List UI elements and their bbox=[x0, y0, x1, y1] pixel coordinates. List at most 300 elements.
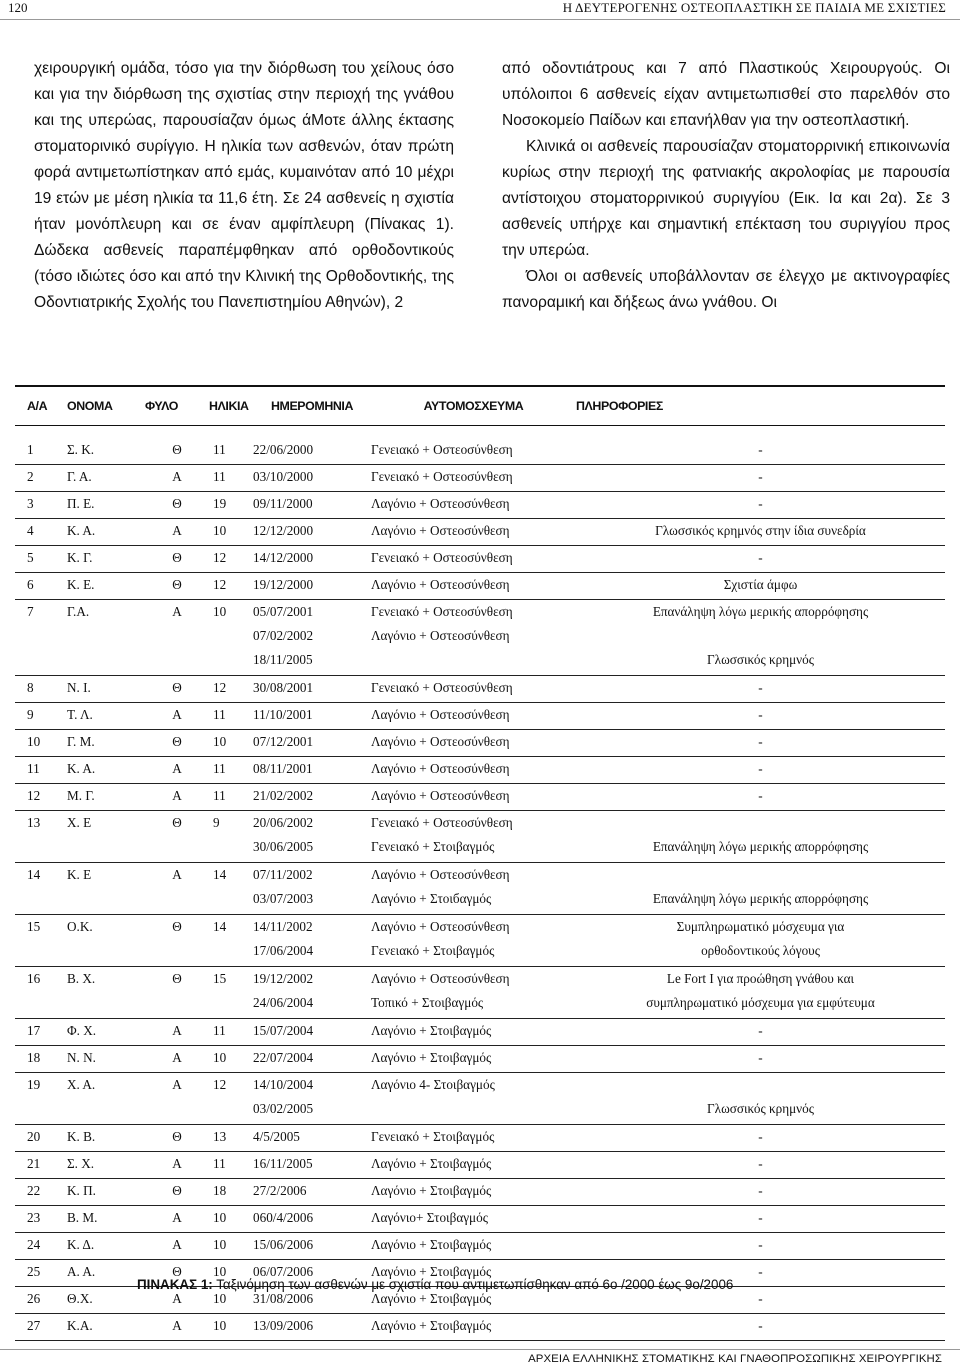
cell-name: Ν. Ν. bbox=[67, 1046, 145, 1073]
cell-name: Β. Μ. bbox=[67, 1206, 145, 1233]
cell-sex: Θ bbox=[145, 1260, 209, 1287]
cell-no: 27 bbox=[15, 1314, 67, 1341]
cell-date-line: 31/08/2006 bbox=[253, 1291, 314, 1306]
header-graft: ΑΥΤΟΜΟΣΧΕΥΜΑ bbox=[371, 386, 576, 426]
cell-graft-line: Λαγόνιο + Οστεοσύνθεση bbox=[371, 788, 510, 803]
cell-graft-line: Λαγόνιο + Στοιβαγμός bbox=[371, 1156, 492, 1171]
header-info: ΠΛΗΡΟΦΟΡΙΕΣ bbox=[576, 386, 945, 426]
table-row bbox=[15, 784, 945, 811]
cell-age: 10 bbox=[209, 1260, 253, 1287]
cell-age: 14 bbox=[209, 915, 253, 967]
cell-no: 26 bbox=[15, 1287, 67, 1314]
cell-graft-line: Λαγόνιο+ Στοιβαγμός bbox=[371, 1210, 488, 1225]
cell-age: 11 bbox=[209, 438, 253, 465]
cell-graft-line: Γενειακό + Οστεοσύνθεση bbox=[371, 604, 513, 619]
cell-date bbox=[253, 784, 371, 811]
table-row bbox=[15, 465, 945, 492]
cell-graft-line bbox=[371, 1100, 576, 1124]
cell-date bbox=[253, 863, 371, 915]
cell-no: 21 bbox=[15, 1152, 67, 1179]
running-title: Η ΔΕΥΤΕΡΟΓΕΝΗΣ ΟΣΤΕΟΠΛΑΣΤΙΚΗ ΣΕ ΠΑΙΔΙΑ ΜΕ ΣΧΙΣΤΙΕΣ bbox=[562, 0, 946, 15]
cell-no: 8 bbox=[15, 676, 67, 703]
cell-sex: Θ bbox=[145, 438, 209, 465]
table-row bbox=[15, 730, 945, 757]
cell-info-line: - bbox=[758, 1183, 763, 1198]
cell-sex: Α bbox=[145, 519, 209, 546]
table-row bbox=[15, 757, 945, 784]
patients-table bbox=[15, 385, 945, 1341]
cell-age: 12 bbox=[209, 573, 253, 600]
cell-date-line: 4/5/2005 bbox=[253, 1129, 300, 1144]
cell-age: 9 bbox=[209, 811, 253, 863]
table-row bbox=[15, 1233, 945, 1260]
cell-age: 18 bbox=[209, 1179, 253, 1206]
cell-date bbox=[253, 1314, 371, 1341]
cell-sex: Α bbox=[145, 1314, 209, 1341]
cell-date-line: 17/06/2004 bbox=[253, 943, 314, 958]
table-row bbox=[15, 863, 945, 915]
cell-graft-line: Λαγόνιο + Οστεοσύνθεση bbox=[371, 523, 510, 538]
cell-graft-line: Γενειακό + Οστεοσύνθεση bbox=[371, 815, 513, 830]
cell-info bbox=[576, 492, 945, 519]
cell-info bbox=[576, 1152, 945, 1179]
cell-info bbox=[576, 730, 945, 757]
cell-info-line: Επανάληψη λόγω μερικής απορρόφησης bbox=[652, 891, 869, 906]
cell-graft bbox=[371, 757, 576, 784]
cell-graft bbox=[371, 703, 576, 730]
cell-info bbox=[576, 811, 945, 863]
table-row bbox=[15, 573, 945, 600]
cell-date bbox=[253, 1073, 371, 1125]
cell-info-line: - bbox=[758, 1129, 763, 1144]
cell-info-line: - bbox=[758, 1264, 763, 1279]
cell-no: 2 bbox=[15, 465, 67, 492]
cell-info-line bbox=[576, 627, 945, 651]
table-row bbox=[15, 703, 945, 730]
table-row bbox=[15, 546, 945, 573]
cell-date-line: 16/11/2005 bbox=[253, 1156, 313, 1171]
cell-no: 3 bbox=[15, 492, 67, 519]
cell-graft-line: Γενειακό + Οστεοσύνθεση bbox=[371, 442, 513, 457]
cell-graft bbox=[371, 546, 576, 573]
table-caption bbox=[137, 1277, 733, 1292]
cell-info-line: Συμπληρωματικό μόσχευμα για bbox=[676, 919, 845, 934]
cell-date-line: 20/06/2002 bbox=[253, 815, 314, 830]
cell-info-line: - bbox=[758, 680, 763, 695]
right-paragraph-3: Όλοι οι ασθενείς υποβάλλονταν σε έλεγχο με ακτινογραφίες πανοραμική και δήξεως άνω γνάθου. Οι bbox=[502, 268, 950, 311]
table-row bbox=[15, 811, 945, 863]
cell-sex: Θ bbox=[145, 967, 209, 1019]
cell-date bbox=[253, 1019, 371, 1046]
right-text-column bbox=[502, 56, 950, 316]
cell-info-line bbox=[576, 1076, 945, 1100]
cell-info-line bbox=[576, 814, 945, 838]
right-paragraph-1: από οδοντιάτρους και 7 από Πλαστικούς Χειρουργούς. Οι υπόλοιποι 6 ασθενείς είχαν αντιμετωπισθεί στο παρελθόν στο Νοσοκομείο Παίδων και επανήλθαν για την οστεοπλαστική. bbox=[502, 60, 950, 129]
cell-name: Κ. Ε bbox=[67, 863, 145, 915]
cell-graft bbox=[371, 915, 576, 967]
cell-info-line: συμπληρωματικό μόσχευμα για εμφύτευμα bbox=[646, 995, 875, 1010]
table-row bbox=[15, 1046, 945, 1073]
cell-info bbox=[576, 1073, 945, 1125]
cell-graft bbox=[371, 1179, 576, 1206]
cell-graft bbox=[371, 1073, 576, 1125]
cell-no: 16 bbox=[15, 967, 67, 1019]
cell-sex: Θ bbox=[145, 546, 209, 573]
cell-date bbox=[253, 967, 371, 1019]
cell-date-line: 11/10/2001 bbox=[253, 707, 313, 722]
cell-sex: Θ bbox=[145, 811, 209, 863]
cell-date-line: 14/11/2002 bbox=[253, 919, 313, 934]
cell-date-line: 14/10/2004 bbox=[253, 1077, 314, 1092]
cell-age: 13 bbox=[209, 1125, 253, 1152]
cell-no: 25 bbox=[15, 1260, 67, 1287]
cell-date bbox=[253, 811, 371, 863]
header-date: ΗΜΕΡΟΜΗΝΙΑ bbox=[253, 386, 371, 426]
cell-date bbox=[253, 600, 371, 676]
cell-date bbox=[253, 546, 371, 573]
cell-no: 5 bbox=[15, 546, 67, 573]
cell-graft-line bbox=[371, 651, 576, 675]
cell-no: 12 bbox=[15, 784, 67, 811]
cell-graft-line: Λαγόνιο + Στοιβαγμός bbox=[371, 1183, 492, 1198]
cell-info-line: - bbox=[758, 469, 763, 484]
table-row bbox=[15, 1206, 945, 1233]
cell-no: 1 bbox=[15, 438, 67, 465]
cell-name: Γ. Μ. bbox=[67, 730, 145, 757]
cell-sex: Α bbox=[145, 1019, 209, 1046]
cell-sex: Θ bbox=[145, 492, 209, 519]
cell-date-line: 03/07/2003 bbox=[253, 891, 314, 906]
cell-info-line: Σχιστία άμφω bbox=[723, 577, 798, 592]
cell-name: Κ. Β. bbox=[67, 1125, 145, 1152]
cell-graft-line: Τοπικό + Στοιβαγμός bbox=[371, 995, 484, 1010]
cell-graft-line: Λαγόνιο + Στοιβαγμός bbox=[371, 1291, 492, 1306]
left-text-column bbox=[34, 56, 454, 316]
cell-graft bbox=[371, 811, 576, 863]
table-row bbox=[15, 1152, 945, 1179]
cell-graft bbox=[371, 967, 576, 1019]
left-paragraph: χειρουργική ομάδα, τόσο για την διόρθωση του χείλους όσο και για την διόρθωση της σχιστίας στην περιοχή της γνάθου και της υπερώας, παρουσίαζαν όμως άΜοτε άλλης έκτασης στοματορινικό συρίγγιο. Η ηλικία των ασθενών, όταν πρώτη φορά αντιμετωπίστηκαν από εμάς, κυμαινόταν από 10 μέχρι 19 ετών με μέση ηλικία τα 11,6 έτη. Σε 24 ασθενείς η σχιστία ήταν μονόπλευρη και σε έναν αμφίπλευρη (Πίνακας 1). Δώδεκα ασθενείς παραπέμφθηκαν από ορθοδοντικούς (τόσο ιδιώτες όσο και από την Κλινική της Ορθοδοντικής, της Οδοντιατρικής Σχολής του Πανεπιστημίου Αθηνών), 2 bbox=[34, 60, 454, 311]
cell-info-line: Γλωσσικός κρημνός bbox=[707, 652, 814, 667]
cell-date-line: 24/06/2004 bbox=[253, 995, 314, 1010]
cell-graft-line: Γενειακό + Οστεοσύνθεση bbox=[371, 469, 513, 484]
cell-date-line: 060/4/2006 bbox=[253, 1210, 314, 1225]
cell-graft-line: Λαγόνιο + Στοιβαγμός bbox=[371, 1023, 492, 1038]
cell-name: Κ.Α. bbox=[67, 1314, 145, 1341]
cell-date-line: 03/02/2005 bbox=[253, 1101, 314, 1116]
cell-age: 10 bbox=[209, 1046, 253, 1073]
header-name: ΟΝΟΜΑ bbox=[67, 386, 145, 426]
cell-graft-line: Γενειακό + Οστεοσύνθεση bbox=[371, 550, 513, 565]
right-paragraph-2: Κλινικά οι ασθενείς παρουσίαζαν στοματορρινική επικοινωνία κυρίως στην περιοχή της φατνιακής ακρολοφίας με παρουσία αντίστοιχου στοματορρινικού συριγγίου (Εικ. Ια και 2α). Σε 3 ασθενείς υπήρχε και σημαντική επέκταση του συριγγίου προς την υπερώα. bbox=[502, 138, 950, 259]
cell-info-line: - bbox=[758, 1237, 763, 1252]
cell-sex: Α bbox=[145, 600, 209, 676]
cell-graft-line: Γενειακό + Στοιβαγμός bbox=[371, 1129, 495, 1144]
cell-age: 10 bbox=[209, 1233, 253, 1260]
cell-date-line: 09/11/2000 bbox=[253, 496, 313, 511]
cell-date-line: 14/12/2000 bbox=[253, 550, 314, 565]
cell-name: Κ. Γ. bbox=[67, 546, 145, 573]
cell-name: Χ. Α. bbox=[67, 1073, 145, 1125]
header-no: Α/Α bbox=[15, 386, 67, 426]
cell-name: Γ. Α. bbox=[67, 465, 145, 492]
table-row bbox=[15, 492, 945, 519]
cell-date bbox=[253, 1179, 371, 1206]
cell-name: Ο.Κ. bbox=[67, 915, 145, 967]
cell-no: 19 bbox=[15, 1073, 67, 1125]
cell-name: Κ. Α. bbox=[67, 519, 145, 546]
cell-age: 10 bbox=[209, 1314, 253, 1341]
cell-date bbox=[253, 1125, 371, 1152]
cell-info-line: - bbox=[758, 496, 763, 511]
cell-sex: Θ bbox=[145, 1125, 209, 1152]
cell-info bbox=[576, 915, 945, 967]
cell-graft-line: Λαγόνιο + Στοιβαγμός bbox=[371, 1318, 492, 1333]
cell-sex: Α bbox=[145, 1046, 209, 1073]
cell-name: Σ. Κ. bbox=[67, 438, 145, 465]
cell-info bbox=[576, 676, 945, 703]
cell-graft-line: Λαγόνιο + Στοιβαγμός bbox=[371, 1050, 492, 1065]
cell-date-line: 07/11/2002 bbox=[253, 867, 313, 882]
cell-age: 10 bbox=[209, 519, 253, 546]
cell-sex: Θ bbox=[145, 730, 209, 757]
cell-date-line: 05/07/2001 bbox=[253, 604, 314, 619]
cell-no: 9 bbox=[15, 703, 67, 730]
cell-date-line: 27/2/2006 bbox=[253, 1183, 307, 1198]
cell-name: Φ. Χ. bbox=[67, 1019, 145, 1046]
cell-name: Κ. Α. bbox=[67, 757, 145, 784]
cell-sex: Θ bbox=[145, 573, 209, 600]
footer-divider bbox=[0, 1349, 960, 1350]
cell-info-line: - bbox=[758, 1050, 763, 1065]
cell-age: 19 bbox=[209, 492, 253, 519]
cell-age: 11 bbox=[209, 757, 253, 784]
cell-info-line: - bbox=[758, 707, 763, 722]
cell-sex: Θ bbox=[145, 915, 209, 967]
cell-info bbox=[576, 1179, 945, 1206]
cell-name: Π. Ε. bbox=[67, 492, 145, 519]
cell-info-line: - bbox=[758, 1291, 763, 1306]
table-header-row bbox=[15, 386, 945, 426]
cell-graft bbox=[371, 465, 576, 492]
cell-date-line: 06/07/2006 bbox=[253, 1264, 314, 1279]
cell-graft bbox=[371, 600, 576, 676]
page-number: 120 bbox=[8, 0, 28, 15]
header-divider bbox=[0, 19, 960, 20]
cell-date bbox=[253, 703, 371, 730]
table-row bbox=[15, 1314, 945, 1341]
cell-sex: Α bbox=[145, 1152, 209, 1179]
table-row bbox=[15, 600, 945, 676]
cell-date-line: 15/07/2004 bbox=[253, 1023, 314, 1038]
cell-age: 12 bbox=[209, 676, 253, 703]
table-row bbox=[15, 1073, 945, 1125]
cell-date bbox=[253, 438, 371, 465]
cell-date-line: 08/11/2001 bbox=[253, 761, 313, 776]
cell-graft-line: Λαγόνιο + Οστεοσύνθεση bbox=[371, 707, 510, 722]
cell-name: Χ. Ε bbox=[67, 811, 145, 863]
cell-date bbox=[253, 1233, 371, 1260]
journal-footer: ΑΡΧΕΙΑ ΕΛΛΗΝΙΚΗΣ ΣΤΟΜΑΤΙΚΗΣ ΚΑΙ ΓΝΑΘΟΠΡΟΣΩΠΙΚΗΣ ΧΕΙΡΟΥΡΓΙΚΗΣ bbox=[528, 1353, 942, 1365]
cell-no: 24 bbox=[15, 1233, 67, 1260]
cell-info bbox=[576, 465, 945, 492]
cell-graft bbox=[371, 1152, 576, 1179]
cell-date-line: 19/12/2000 bbox=[253, 577, 314, 592]
cell-graft-line: Λαγόνιο + Οστεοσύνθεση bbox=[371, 867, 510, 882]
cell-name: Ν. Ι. bbox=[67, 676, 145, 703]
cell-info bbox=[576, 1125, 945, 1152]
cell-info bbox=[576, 1046, 945, 1073]
cell-date bbox=[253, 573, 371, 600]
cell-info-line bbox=[576, 866, 945, 890]
cell-graft bbox=[371, 1314, 576, 1341]
cell-graft-line: Λαγόνιο + Στοιβαγμός bbox=[371, 1237, 492, 1252]
cell-no: 13 bbox=[15, 811, 67, 863]
cell-info-line: ορθοδοντικούς λόγους bbox=[701, 943, 820, 958]
cell-info-line: Επανάληψη λόγω μερικής απορρόφησης bbox=[652, 604, 869, 619]
cell-info bbox=[576, 600, 945, 676]
cell-graft bbox=[371, 1206, 576, 1233]
cell-date-line: 30/08/2001 bbox=[253, 680, 314, 695]
cell-info-line: - bbox=[758, 1156, 763, 1171]
cell-info-line: Γλωσσικός κρημνός στην ίδια συνεδρία bbox=[655, 523, 866, 538]
cell-info-line: - bbox=[758, 442, 763, 457]
table-body bbox=[15, 426, 945, 1341]
cell-graft bbox=[371, 573, 576, 600]
table-row bbox=[15, 1179, 945, 1206]
cell-date bbox=[253, 730, 371, 757]
cell-date-line: 13/09/2006 bbox=[253, 1318, 314, 1333]
cell-age: 10 bbox=[209, 600, 253, 676]
cell-graft bbox=[371, 1046, 576, 1073]
cell-graft bbox=[371, 519, 576, 546]
cell-graft bbox=[371, 1019, 576, 1046]
cell-name: Μ. Γ. bbox=[67, 784, 145, 811]
cell-info-line: - bbox=[758, 1023, 763, 1038]
cell-sex: Θ bbox=[145, 676, 209, 703]
cell-sex: Θ bbox=[145, 1179, 209, 1206]
cell-no: 23 bbox=[15, 1206, 67, 1233]
cell-no: 15 bbox=[15, 915, 67, 967]
cell-sex: Α bbox=[145, 1287, 209, 1314]
cell-name: Σ. Χ. bbox=[67, 1152, 145, 1179]
cell-info-line: - bbox=[758, 761, 763, 776]
cell-graft bbox=[371, 1125, 576, 1152]
cell-name: Γ.Α. bbox=[67, 600, 145, 676]
cell-info bbox=[576, 784, 945, 811]
cell-age: 11 bbox=[209, 703, 253, 730]
cell-no: 18 bbox=[15, 1046, 67, 1073]
cell-info bbox=[576, 967, 945, 1019]
caption-text: Ταξινόμηση των ασθενών με σχιστία που αντιμετωπίσθηκαν από 6ο /2000 έως 9ο/2006 bbox=[212, 1277, 734, 1292]
cell-no: 17 bbox=[15, 1019, 67, 1046]
cell-graft-line: Λαγόνιο + Οστεοσύνθεση bbox=[371, 919, 510, 934]
cell-graft bbox=[371, 784, 576, 811]
cell-sex: Α bbox=[145, 703, 209, 730]
cell-name: Β. Χ. bbox=[67, 967, 145, 1019]
cell-graft-line: Γενειακό + Στοιβαγμός bbox=[371, 943, 495, 958]
cell-info-line: - bbox=[758, 734, 763, 749]
cell-age: 10 bbox=[209, 1206, 253, 1233]
caption-label: ΠΙΝΑΚΑΣ 1: bbox=[137, 1277, 213, 1292]
cell-info-line: Le Fort I για προώθηση γνάθου και bbox=[666, 971, 855, 986]
cell-date-line: 12/12/2000 bbox=[253, 523, 314, 538]
cell-age: 12 bbox=[209, 546, 253, 573]
cell-graft-line: Λαγόνιο + Οστεοσύνθεση bbox=[371, 628, 510, 643]
cell-graft bbox=[371, 863, 576, 915]
cell-sex: Α bbox=[145, 1206, 209, 1233]
cell-info bbox=[576, 1314, 945, 1341]
cell-age: 10 bbox=[209, 1287, 253, 1314]
cell-age: 15 bbox=[209, 967, 253, 1019]
cell-graft-line: Γενειακό + Στοιβαγμός bbox=[371, 839, 495, 854]
cell-date-line: 07/12/2001 bbox=[253, 734, 314, 749]
cell-graft-line: Λαγόνιο + Οστεοσύνθεση bbox=[371, 577, 510, 592]
cell-info-line: - bbox=[758, 1210, 763, 1225]
cell-info bbox=[576, 519, 945, 546]
cell-info bbox=[576, 438, 945, 465]
table-row bbox=[15, 1125, 945, 1152]
cell-no: 7 bbox=[15, 600, 67, 676]
table-row bbox=[15, 1019, 945, 1046]
cell-date-line: 22/06/2000 bbox=[253, 442, 314, 457]
cell-date bbox=[253, 757, 371, 784]
cell-sex: Α bbox=[145, 465, 209, 492]
cell-date-line: 15/06/2006 bbox=[253, 1237, 314, 1252]
table-row bbox=[15, 967, 945, 1019]
cell-date-line: 18/11/2005 bbox=[253, 652, 313, 667]
cell-sex: Α bbox=[145, 757, 209, 784]
cell-info bbox=[576, 1233, 945, 1260]
cell-graft bbox=[371, 1233, 576, 1260]
cell-age: 12 bbox=[209, 1073, 253, 1125]
cell-date bbox=[253, 1152, 371, 1179]
cell-name: Α. Α. bbox=[67, 1260, 145, 1287]
cell-age: 14 bbox=[209, 863, 253, 915]
cell-graft-line: Λαγόνιο + Στοιβαγμός bbox=[371, 1264, 492, 1279]
cell-info bbox=[576, 1019, 945, 1046]
cell-no: 14 bbox=[15, 863, 67, 915]
cell-graft bbox=[371, 676, 576, 703]
cell-name: Τ. Λ. bbox=[67, 703, 145, 730]
cell-graft bbox=[371, 438, 576, 465]
cell-info bbox=[576, 703, 945, 730]
cell-info-line: - bbox=[758, 1318, 763, 1333]
cell-name: Κ. Π. bbox=[67, 1179, 145, 1206]
cell-sex: Α bbox=[145, 863, 209, 915]
cell-graft bbox=[371, 730, 576, 757]
cell-date-line: 03/10/2000 bbox=[253, 469, 314, 484]
cell-no: 11 bbox=[15, 757, 67, 784]
cell-graft-line: Λαγόνιο + Οστεοσύνθεση bbox=[371, 971, 510, 986]
cell-age: 11 bbox=[209, 784, 253, 811]
cell-date bbox=[253, 676, 371, 703]
cell-graft-line: Λαγόνιο + Οστεοσύνθεση bbox=[371, 496, 510, 511]
cell-name: Κ. Δ. bbox=[67, 1233, 145, 1260]
table-row bbox=[15, 438, 945, 465]
cell-date-line: 22/07/2004 bbox=[253, 1050, 314, 1065]
cell-age: 10 bbox=[209, 730, 253, 757]
cell-date-line: 30/06/2005 bbox=[253, 839, 314, 854]
cell-graft-line: Λαγόνιο + Οστεοσύνθεση bbox=[371, 734, 510, 749]
cell-no: 22 bbox=[15, 1179, 67, 1206]
cell-info-line: - bbox=[758, 788, 763, 803]
cell-no: 4 bbox=[15, 519, 67, 546]
cell-no: 10 bbox=[15, 730, 67, 757]
cell-info-line: - bbox=[758, 550, 763, 565]
table-row bbox=[15, 915, 945, 967]
cell-info bbox=[576, 757, 945, 784]
